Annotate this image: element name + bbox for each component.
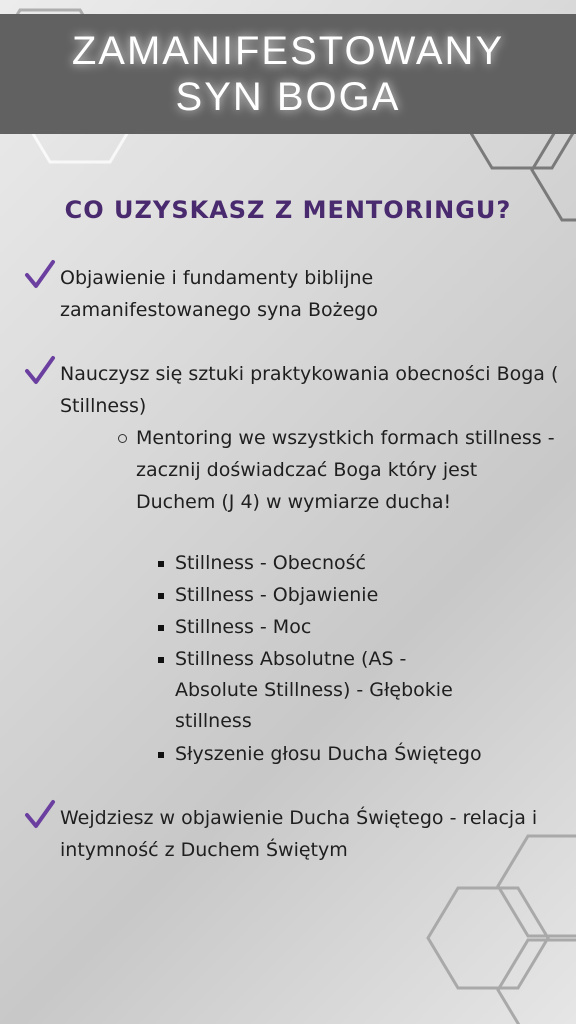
sub-sub-list-item [158, 580, 568, 611]
square-bullet-icon [158, 625, 164, 631]
checkmark-icon [24, 258, 56, 290]
sub-sub-list-item-text: Stillness - Objawienie [175, 584, 379, 606]
list-item [24, 358, 564, 422]
square-bullet-icon [158, 593, 164, 599]
square-bullet-icon [158, 752, 164, 758]
sub-sub-list-item-text: Stillness Absolutne (AS - Absolute Stillness) - Głębokie stillness [175, 648, 453, 732]
list-item-text: Objawienie i fundamenty biblijne zamanifestowanego syna Bożego [60, 267, 378, 321]
list-item [24, 262, 564, 326]
sub-list-item-text: Mentoring we wszystkich formach stillness - zacznij doświadczać Boga który jest Duchem (J 4) w wymiarze ducha! [136, 427, 555, 513]
sub-sub-list-item-text: Stillness - Moc [175, 616, 312, 638]
sub-sub-list-item-text: Stillness - Obecność [175, 552, 366, 574]
sub-sub-list-item [158, 644, 468, 737]
sub-list-item [118, 422, 558, 518]
sub-sub-list-item [158, 612, 568, 643]
sub-sub-list-item [158, 739, 568, 770]
square-bullet-icon [158, 657, 164, 663]
square-bullet-icon [158, 561, 164, 567]
title-line-1: ZAMANIFESTOWANY [71, 29, 505, 73]
sub-sub-list-item-text: Słyszenie głosu Ducha Świętego [175, 743, 482, 765]
list-item-text: Wejdziesz w objawienie Ducha Świętego - relacja i intymność z Duchem Świętym [60, 807, 538, 861]
circle-bullet-icon [118, 434, 127, 443]
title-line-2: SYN BOGA [175, 75, 401, 119]
checkmark-icon [24, 354, 56, 386]
list-item [24, 802, 564, 866]
checkmark-icon [24, 798, 56, 830]
list-item-text: Nauczysz się sztuki praktykowania obecności Boga ( Stillness) [60, 363, 559, 417]
page-title [0, 14, 576, 134]
sub-sub-list-item [158, 548, 568, 579]
section-heading: CO UZYSKASZ Z MENTORINGU? [64, 196, 512, 224]
